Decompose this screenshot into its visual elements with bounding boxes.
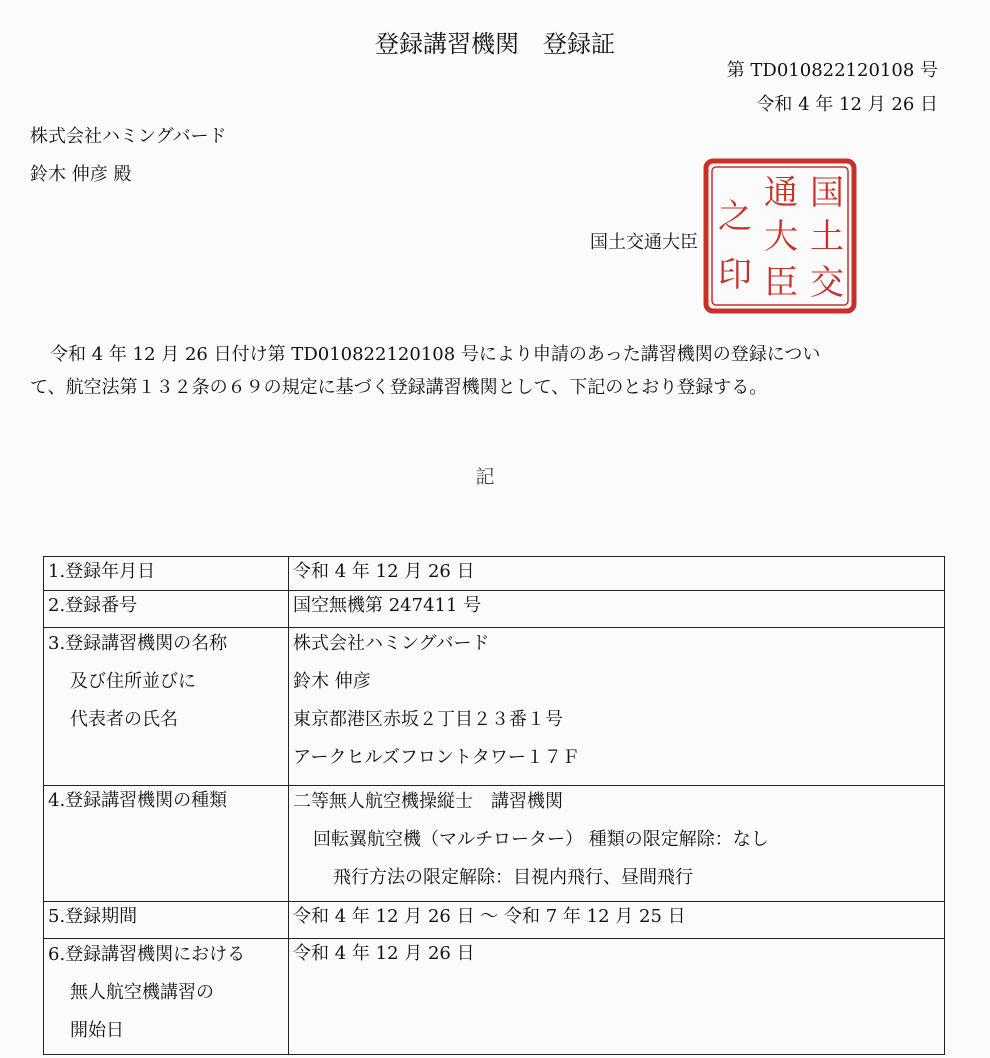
- svg-text:大: 大: [764, 217, 798, 257]
- type-line-2: 回転翼航空機（マルチローター） 種類の限定解除：なし: [313, 829, 769, 850]
- body-text-line-1: 令和 4 年 12 月 26 日付け第 TD010822120108 号により申請のあった講習機関の登録につい: [50, 344, 821, 365]
- svg-text:国: 国: [810, 173, 844, 213]
- row-registration-period: [44, 902, 945, 939]
- representative-name: 鈴木 伸彦: [293, 671, 371, 692]
- addressee-company: 株式会社ハミングバード: [30, 126, 227, 147]
- svg-text:通: 通: [764, 173, 798, 213]
- value-organization: [289, 628, 945, 786]
- svg-text:土: 土: [810, 217, 844, 257]
- key-registration-period: 5.登録期間: [44, 902, 289, 939]
- official-seal: [703, 158, 857, 314]
- svg-text:臣: 臣: [764, 263, 798, 303]
- value-registration-period: 令和 4 年 12 月 26 日 ～ 令和 7 年 12 月 25 日: [289, 902, 945, 939]
- document-number: 第 TD010822120108 号: [726, 60, 938, 81]
- key-organization-line-2: 及び住所並びに: [70, 671, 196, 692]
- svg-text:交: 交: [810, 263, 844, 303]
- issuer-name: 国土交通大臣: [590, 232, 698, 253]
- key-start-date: [44, 939, 289, 1055]
- svg-text:印: 印: [718, 255, 752, 295]
- key-organization: [44, 628, 289, 786]
- value-organization-type: [289, 786, 945, 902]
- key-organization-line-1: 3.登録講習機関の名称: [48, 633, 228, 654]
- value-registration-number: 国空無機第 247411 号: [289, 591, 945, 628]
- address-line-1: 東京都港区赤坂２丁目２３番１号: [293, 709, 563, 730]
- key-organization-line-3: 代表者の氏名: [70, 709, 178, 730]
- address-line-2: アークヒルズフロントタワー１７Ｆ: [293, 747, 580, 768]
- addressee-representative: 鈴木 伸彦 殿: [30, 164, 132, 185]
- body-text-line-2: て、航空法第１３２条の６９の規定に基づく登録講習機関として、下記のとおり登録する。: [30, 377, 768, 398]
- row-organization-type: [44, 786, 945, 902]
- row-start-date: [44, 939, 945, 1055]
- row-organization: [44, 628, 945, 786]
- svg-text:之: 之: [718, 197, 752, 237]
- key-start-date-line-2: 無人航空機講習の: [70, 982, 214, 1003]
- value-start-date: 令和 4 年 12 月 26 日: [289, 939, 945, 1055]
- key-start-date-line-1: 6.登録講習機関における: [48, 944, 246, 965]
- registration-details-table: [43, 556, 945, 1055]
- row-registration-number: [44, 591, 945, 628]
- type-line-1: 二等無人航空機操縦士 講習機関: [293, 791, 563, 812]
- page-title: 登録講習機関 登録証: [375, 30, 615, 58]
- value-registration-date: 令和 4 年 12 月 26 日: [289, 557, 945, 591]
- ki-heading: 記: [475, 466, 495, 488]
- key-registration-date: 1.登録年月日: [44, 557, 289, 591]
- key-registration-number: 2.登録番号: [44, 591, 289, 628]
- document-date: 令和 4 年 12 月 26 日: [756, 94, 938, 115]
- type-line-3: 飛行方法の限定解除：目視内飛行、昼間飛行: [333, 867, 693, 888]
- organization-name: 株式会社ハミングバード: [293, 633, 490, 654]
- row-registration-date: [44, 557, 945, 591]
- key-start-date-line-3: 開始日: [70, 1020, 124, 1041]
- key-organization-type: 4.登録講習機関の種類: [44, 786, 289, 902]
